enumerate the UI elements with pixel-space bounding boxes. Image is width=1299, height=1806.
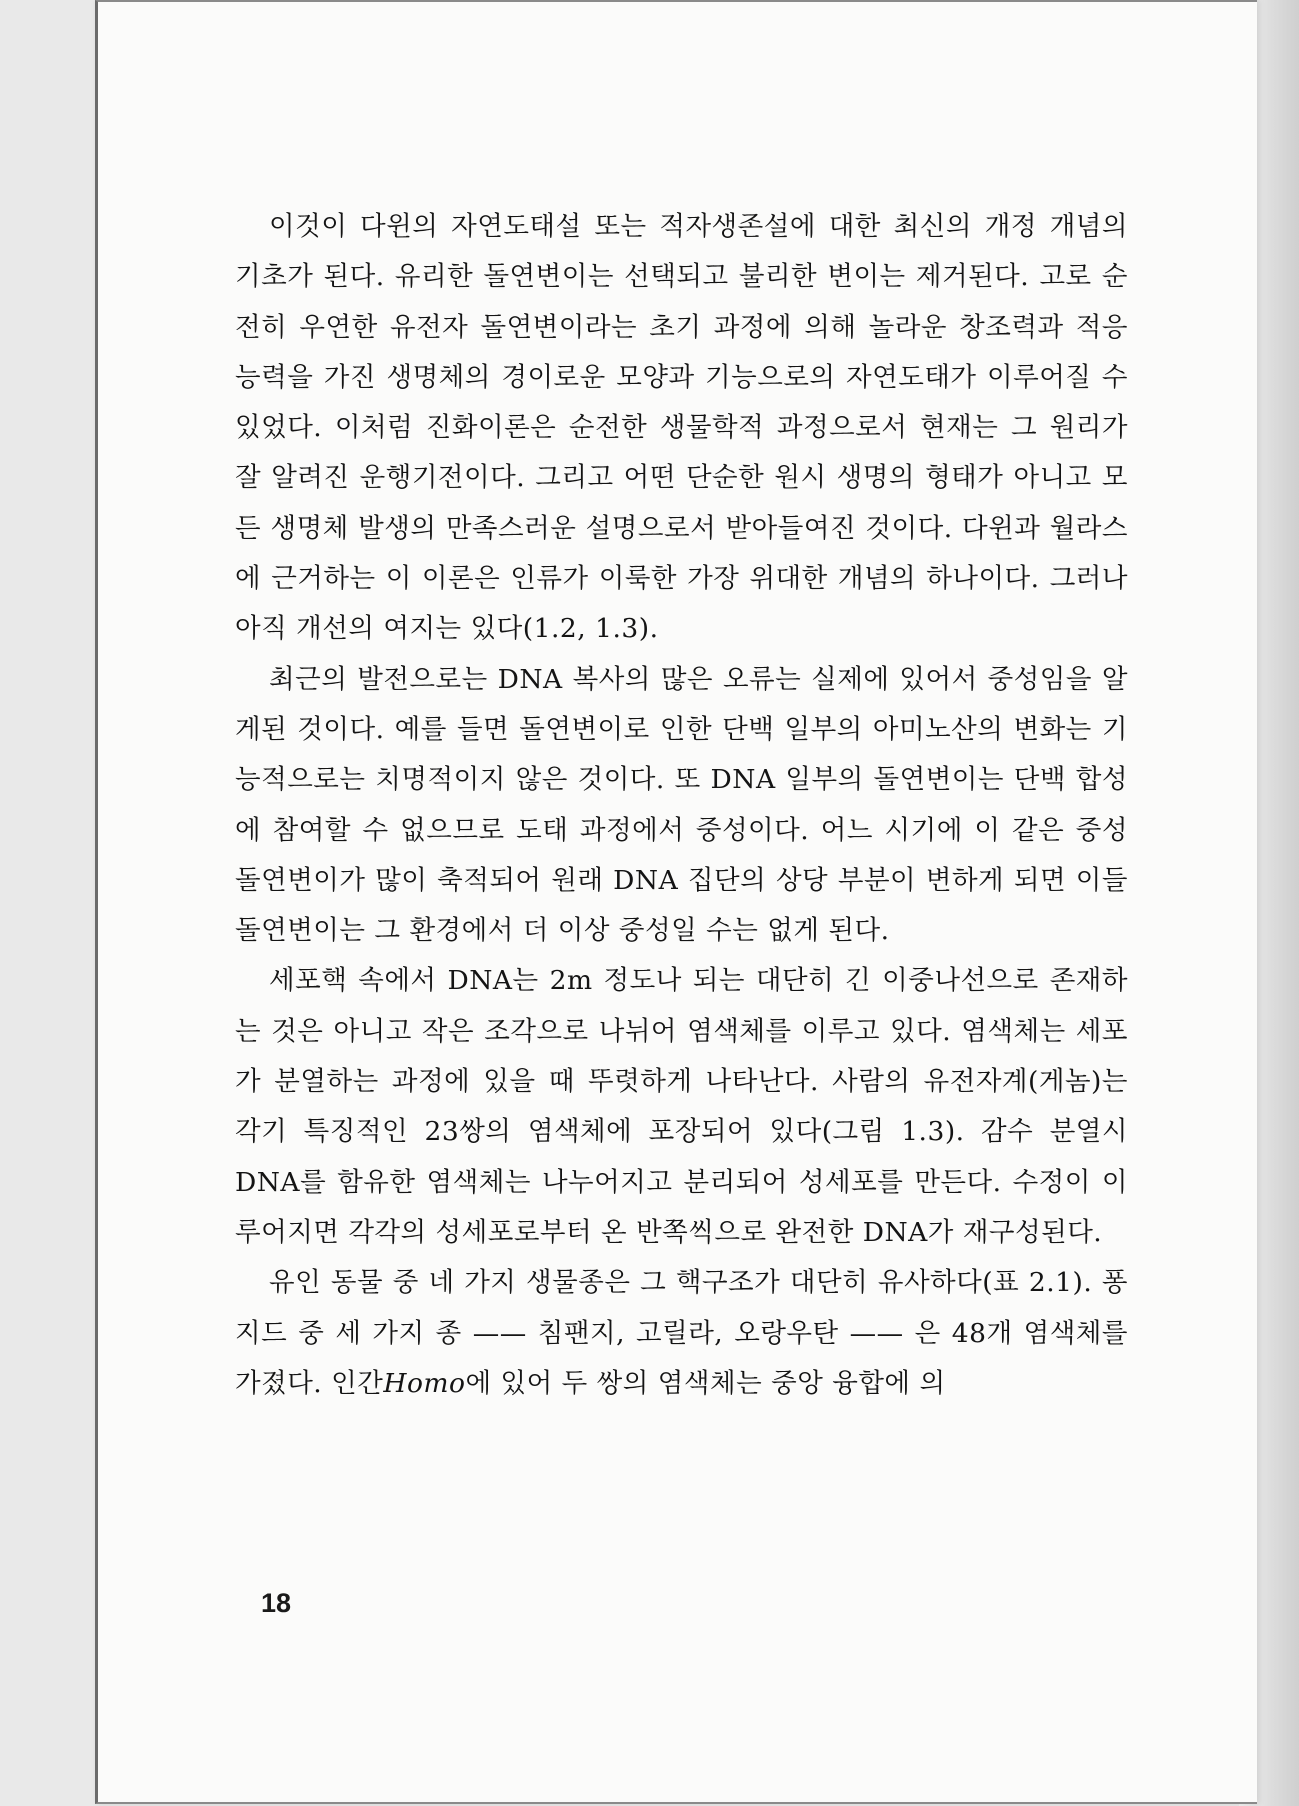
italic-term: Homo xyxy=(383,1367,466,1399)
paragraph-2: 최근의 발전으로는 DNA 복사의 많은 오류는 실제에 있어서 중성임을 알게된 것이다. 예를 들면 돌연변이로 인한 단백 일부의 아미노산의 변화는 기능적으로는 치명적이지 않은 것이다. 또 DNA 일부의 돌연변이는 단백 합성에 참여할 수 없으므로 도태 과정에서 중성이다. 어느 시기에 이 같은 중성 돌연변이가 많이 축적되어 원래 DNA 집단의 상당 부분이 변하게 되면 이들 돌연변이는 그 환경에서 더 이상 중성일 수는 없게 된다. xyxy=(235,663,1128,947)
paragraph-4-text-end: 에 있어 두 쌍의 염색체는 중앙 융합에 의 xyxy=(465,1367,946,1399)
paragraph-4 xyxy=(235,1258,1128,1409)
paragraph-3: 세포핵 속에서 DNA는 2m 정도나 되는 대단히 긴 이중나선으로 존재하는 것은 아니고 작은 조각으로 나뉘어 염색체를 이루고 있다. 염색체는 세포가 분열하는 과정에 있을 때 뚜렷하게 나타난다. 사람의 유전자계(게놈)는 각기 특징적인 23쌍의 염색체에 포장되어 있다(그림 1.3). 감수 분열시 DNA를 함유한 염색체는 나누어지고 분리되어 성세포를 만든다. 수정이 이루어지면 각각의 성세포로부터 온 반쪽씩으로 완전한 DNA가 재구성된다. xyxy=(235,965,1128,1248)
body-text xyxy=(235,202,1128,1409)
paragraph-1: 이것이 다윈의 자연도태설 또는 적자생존설에 대한 최신의 개정 개념의 기초가 된다. 유리한 돌연변이는 선택되고 불리한 변이는 제거된다. 고로 순전히 우연한 유전자 돌연변이라는 초기 과정에 의해 놀라운 창조력과 적응 능력을 가진 생명체의 경이로운 모양과 기능으로의 자연도태가 이루어질 수 있었다. 이처럼 진화이론은 순전한 생물학적 과정으로서 현재는 그 원리가 잘 알려진 운행기전이다. 그리고 어떤 단순한 원시 생명의 형태가 아니고 모든 생명체 발생의 만족스러운 설명으로서 받아들여진 것이다. 다윈과 월라스에 근거하는 이 이론은 인류가 이룩한 가장 위대한 개념의 하나이다. 그러나 아직 개선의 여지는 있다(1.2, 1.3). xyxy=(235,211,1128,645)
book-page xyxy=(95,0,1257,1804)
page-number: 18 xyxy=(261,1588,292,1618)
paragraph-4-text-start: 유인 동물 중 네 가지 생물종은 그 핵구조가 대단히 유사하다(표 2.1). 퐁지드 중 세 가지 종 —— 침팬지, 고릴라, 오랑우탄 —— 은 48개 염색체를 가졌다. 인간 xyxy=(235,1267,1128,1399)
